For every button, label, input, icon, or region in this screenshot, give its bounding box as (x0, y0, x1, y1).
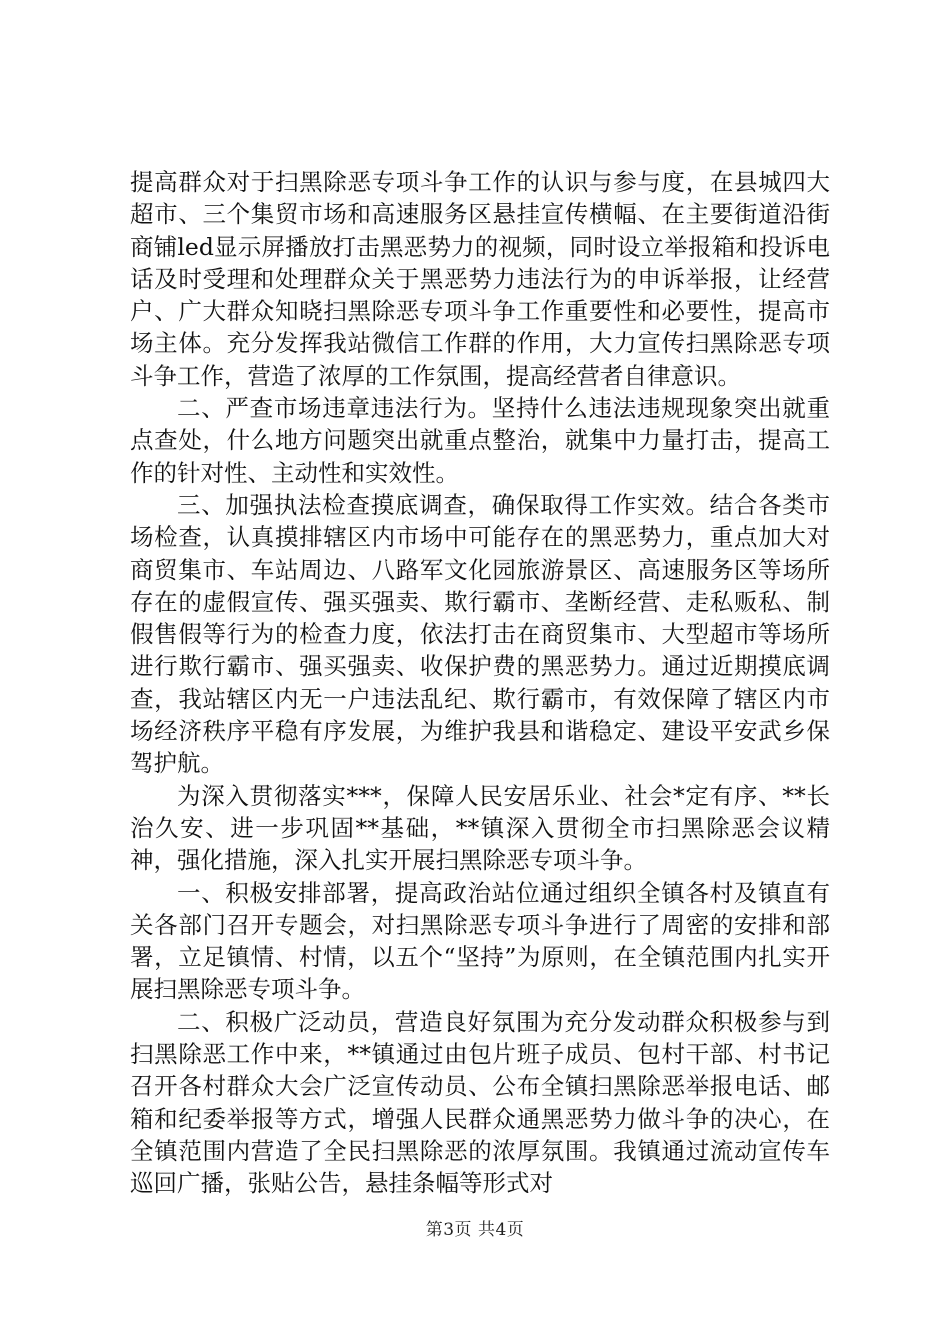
paragraph-6: 二、积极广泛动员，营造良好氛围为充分发动群众积极参与到扫黑除恶工作中来，**镇通过由包片班子成员、包村干部、村书记召开各村群众大会广泛宣传动员、公布全镇扫黑除恶举报电话、邮箱和纪委举报等方式，增强人民群众通黑恶势力做斗争的决心，在全镇范围内营造了全民扫黑除恶的浓厚氛围。我镇通过流动宣传车巡回广播，张贴公告，悬挂条幅等形式对 (130, 1007, 830, 1198)
paragraph-2: 二、严查市场违章违法行为。坚持什么违法违规现象突出就重点查处，什么地方问题突出就重点整治，就集中力量打击，提高工作的针对性、主动性和实效性。 (130, 394, 830, 487)
paragraph-5: 一、积极安排部署，提高政治站位通过组织全镇各村及镇直有关各部门召开专题会，对扫黑除恶专项斗争进行了周密的安排和部署，立足镇情、村情，以五个“坚持”为原则，在全镇范围内扎实开展扫黑除恶专项斗争。 (130, 878, 830, 1004)
paragraph-1: 提高群众对于扫黑除恶专项斗争工作的认识与参与度，在县城四大超市、三个集贸市场和高速服务区悬挂宣传横幅、在主要街道沿街商铺led显示屏播放打击黑恶势力的视频，同时设立举报箱和投诉电话及时受理和处理群众关于黑恶势力违法行为的申诉举报，让经营户、广大群众知晓扫黑除恶专项斗争工作重要性和必要性，提高市场主体。充分发挥我站微信工作群的作用，大力宣传扫黑除恶专项斗争工作，营造了浓厚的工作氛围，提高经营者自律意识。 (130, 168, 830, 390)
page-number-footer: 第3页 共4页 (425, 1220, 525, 1240)
document-body (130, 166, 830, 1200)
paragraph-3: 三、加强执法检查摸底调查，确保取得工作实效。结合各类市场检查，认真摸排辖区内市场中可能存在的黑恶势力，重点加大对商贸集市、车站周边、八路军文化园旅游景区、高速服务区等场所存在的虚假宣传、强买强卖、欺行霸市、垄断经营、走私贩私、制假售假等行为的检查力度，依法打击在商贸集市、大型超市等场所进行欺行霸市、强买强卖、收保护费的黑恶势力。通过近期摸底调查，我站辖区内无一户违法乱纪、欺行霸市，有效保障了辖区内市场经济秩序平稳有序发展，为维护我县和谐稳定、建设平安武乡保驾护航。 (130, 490, 830, 778)
paragraph-4: 为深入贯彻落实***，保障人民安居乐业、社会*定有序、**长治久安、进一步巩固**基础，**镇深入贯彻全市扫黑除恶会议精神，强化措施，深入扎实开展扫黑除恶专项斗争。 (130, 781, 830, 875)
